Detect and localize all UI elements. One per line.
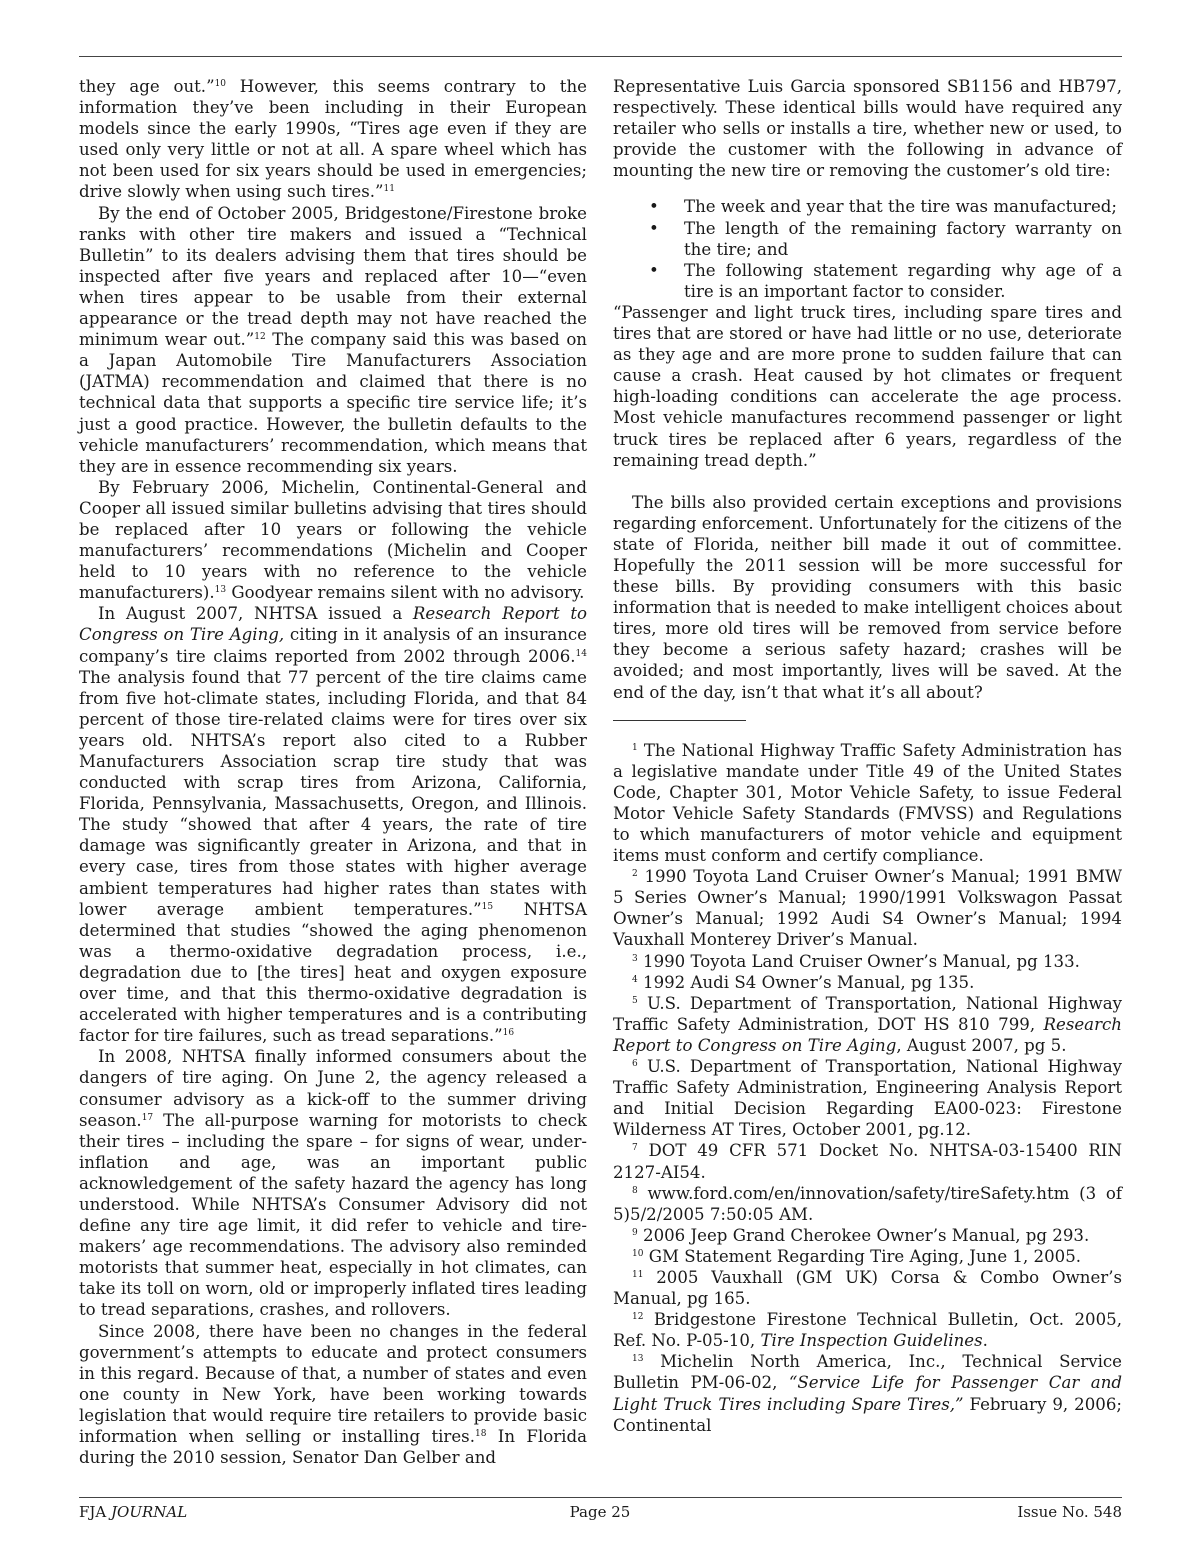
footnote-ref[interactable]: 16 [502,1028,515,1039]
body-paragraph: The bills also provided certain exceptions and provisions regarding enforcement. Unfortunately for the citizens of the state of Florida, neither bill made it out of committee. Hopefully the 2011 session will be more successful for these bills. By providing consumers with this basic information that is needed to make intelligent choices about tires, more old tires will be removed from service before they become a serious safety hazard; crashes will be avoided; and most importantly, lives will be saved. At the end of the day, isn’t that what it’s all about? [613,492,1122,702]
report-title: Research Report to Congress on Tire Aging, [79,604,587,645]
left-column [79,76,587,1468]
footer-rule [79,1497,1122,1498]
footnote-ref[interactable]: 14 [575,648,587,659]
footnote-ref[interactable]: 13 [214,585,227,596]
issue-number: Issue No. 548 [1017,1503,1122,1521]
list-item: • The following statement regarding why age of a tire is an important factor to consider. [613,260,1122,302]
header-rule [79,56,1122,57]
footnote: $^6$ U.S. Department of Transportation, National Highway Traffic Safety Administration, Engineering Analysis Report and Initial Decision Regarding EA00-023: Firestone Wilderness AT Tires, October 2001, pg.12. [613,1057,1122,1140]
footnote: $^5$ U.S. Department of Transportation, National Highway Traffic Safety Administration, DOT HS 810 799, Research Report to Congress on Tire Aging, August 2007, pg 5. [613,993,1122,1055]
body-paragraph: Since 2008, there have been no changes in the federal government’s attempts to educate and protect consumers in this regard. Because of that, a number of states and even one county in New York, have been working towards legislation that would require tire retailers to provide basic information when selling or installing tires.$^{18}$ In Florida during the 2010 session, Senator Dan Gelber and [79,1321,587,1468]
footnote-ref[interactable]: 17 [141,1112,154,1123]
body-paragraph: By February 2006, Michelin, Continental-General and Cooper all issued similar bulletins advising that tires should be replaced after 10 years or following the vehicle manufacturers’ recommendations (Michelin and Cooper held to 10 years with no reference to the vehicle manufacturers).$^{13}$ Goodyear remains silent with no advisory. [79,477,587,603]
journal-name: FJA JOURNAL [79,1503,188,1521]
footnote-ref[interactable]: 11 [383,184,395,195]
footnote: $^7$ DOT 49 CFR 571 Docket No. NHTSA-03-15400 RIN 2127-AI54. [613,1141,1122,1182]
body-paragraph: By the end of October 2005, Bridgestone/Firestone broke ranks with other tire makers and issued a “Technical Bulletin” to its dealers advising them that tires should be inspected after five years and replaced after 10—“even when tires appear to be usable from their external appearance or the tread depth may not have reached the minimum wear out.”$^{12}$ The company said this was based on a Japan Automobile Tire Manufacturers Association (JATMA) recommendation and claimed that there is no technical data that supports a specific tire service life; it’s just a good practice. However, the bulletin defaults to the vehicle manufacturers’ recommendation, which means that they are in essence recommending six years. [79,203,587,476]
footnote-ref[interactable]: 18 [474,1429,487,1439]
footnote: $^{13}$ Michelin North America, Inc., Technical Service Bulletin PM-06-02, “Service Life for Passenger Car and Light Truck Tires including Spare Tires,” February 9, 2006; Continental [613,1352,1123,1435]
footnote: $^{11}$ 2005 Vauxhall (GM UK) Corsa & Combo Owner’s Manual, pg 165. [613,1267,1122,1309]
footnote: $^{10}$ GM Statement Regarding Tire Aging, June 1, 2005. [632,1246,1082,1266]
block-quote: “Passenger and light truck tires, including spare tires and tires that are stored or have had little or no use, deteriorate as they age and are more prone to sudden failure that can cause a crash. Heat caused by hot climates or frequent high-loading conditions can accelerate the age process. Most vehicle manufactures recommend passenger or light truck tires be replaced after 6 years, regardless of the remaining tread depth.” [613,302,1122,470]
footnotes [613,740,1122,1436]
list-item: • The length of the remaining factory warranty on the tire; and [613,218,1122,260]
footnote-ref[interactable]: 15 [481,901,494,912]
list-item: • The week and year that the tire was manufactured; [613,196,1122,217]
footnote-link: www.ford.com/en/innovation/safety/tireSafety.htm (3 of 5)5/2/2005 7:50:05 AM. [613,1183,1122,1224]
right-column [613,76,1122,1436]
footnote: $^{12}$ Bridgestone Firestone Technical Bulletin, Oct. 2005, Ref. No. P-05-10, Tire Inspection Guidelines. [613,1310,1122,1351]
footnote: $^4$ 1992 Audi S4 Owner’s Manual, pg 135. [632,972,975,992]
footnote: $^1$ The National Highway Traffic Safety Administration has a legislative mandate under Title 49 of the United States Code, Chapter 301, Motor Vehicle Safety, to issue Federal Motor Vehicle Safety Standards (FMVSS) and Regulations to which manufacturers of motor vehicle and equipment items must conform and certify compliance. [613,740,1122,866]
footnote: $^2$ 1990 Toyota Land Cruiser Owner’s Manual; 1991 BMW 5 Series Owner’s Manual; 1990/1991 Volkswagon Passat Owner’s Manual; 1992 Audi S4 Owner’s Manual; 1994 Vauxhall Monterey Driver’s Manual. [613,867,1122,950]
footnote: $^9$ 2006 Jeep Grand Cherokee Owner’s Manual, pg 293. [632,1225,1090,1245]
body-paragraph: In August 2007, NHTSA issued a Research Report to Congress on Tire Aging, citing in it analysis of an insurance company’s tire claims reported from 2002 through 2006.14 The analysis found that 77 percent of the tire claims came from five hot-climate states, including Florida, and that 84 percent of those tire-related claims were for tires over six years old. NHTSA’s report also cited to a Rubber Manufacturers Association scrap tire study that was conducted with scrap tires from Arizona, California, Florida, Pennsylvania, Massachusetts, Oregon, and Illinois. The study “showed that after 4 years, the rate of tire damage was significantly greater in Arizona, and that in every case, tires from those states with higher average ambient temperatures had higher rates than states with lower average ambient temperatures.”$^{15}$ NHTSA determined that studies “showed the aging phenomenon was a thermo-oxidative degradation process, i.e., degradation due to [the tires] heat and oxygen exposure over time, and that this thermo-oxidative degradation is accelerated with higher temperatures and is a contributing factor for tire failures, such as tread separations.”$^{16}$ [79,604,588,1046]
requirements-list [613,196,1122,301]
footnote-ref[interactable]: 12 [254,332,266,343]
body-paragraph: In 2008, NHTSA finally informed consumers about the dangers of tire aging. On June 2, the agency released a consumer advisory as a kick-off to the summer driving season.$^{17}$ The all-purpose warning for motorists to check their tires – including the spare – for signs of wear, under-inflation and age, was an important public acknowledgement of the safety hazard the agency has long understood. While NHTSA’s Consumer Advisory did not define any tire age limit, it did refer to vehicle and tire-makers’ age recommendations. The advisory also reminded motorists that summer heat, especially in hot climates, can take its toll on worn, old or improperly inflated tires leading to tread separations, crashes, and rollovers. [79,1047,587,1320]
footnote-rule [613,720,746,721]
footnote: $^8$ www.ford.com/en/innovation/safety/tireSafety.htm (3 of 5)5/2/2005 7:50:05 AM. [613,1183,1122,1224]
body-paragraph: Representative Luis Garcia sponsored SB1156 and HB797, respectively. These identical bills would have required any retailer who sells or installs a tire, whether new or used, to provide the customer with the following in advance of mounting the new tire or removing the customer’s old tire: [613,77,1122,181]
footnote: $^3$ 1990 Toyota Land Cruiser Owner’s Manual, pg 133. [632,951,1080,971]
body-paragraph: they age out.”$^{10}$ However, this seems contrary to the information they’ve been including in their European models since the early 1990s, “Tires age even if they are used only very little or not at all. A spare wheel which has not been used for six years should be used in emergencies; drive slowly when using such tires.”$^{11}$ [79,77,587,202]
page-number: Page 25 [569,1503,631,1521]
footnote-ref[interactable]: 10 [214,79,227,89]
